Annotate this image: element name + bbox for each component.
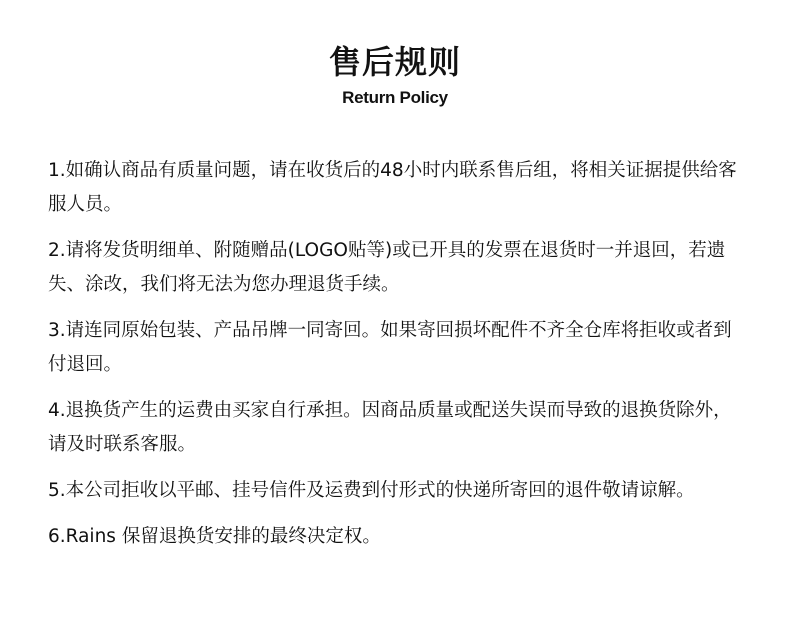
rule-item-3: 3.请连同原始包装、产品吊牌一同寄回。如果寄回损坏配件不齐全仓库将拒收或者到付退回。 <box>48 320 732 375</box>
rules-list <box>48 154 748 566</box>
rule-item-6: 6.Rains 保留退换货安排的最终决定权。 <box>48 526 381 547</box>
rule-item-1: 1.如确认商品有质量问题，请在收货后的48小时内联系售后组，将相关证据提供给客服人员。 <box>48 160 737 215</box>
rule-item-2: 2.请将发货明细单、附随赠品(LOGO贴等)或已开具的发票在退货时一并退回，若遗失、涂改，我们将无法为您办理退货手续。 <box>48 240 726 295</box>
page-title: 售后规则 <box>328 43 461 81</box>
rule-item-4: 4.退换货产生的运费由买家自行承担。因商品质量或配送失误而导致的退换货除外，请及时联系客服。 <box>48 400 732 455</box>
page-subtitle: Return Policy <box>342 88 448 107</box>
rule-item-5: 5.本公司拒收以平邮、挂号信件及运费到付形式的快递所寄回的退件敬请谅解。 <box>48 480 695 501</box>
